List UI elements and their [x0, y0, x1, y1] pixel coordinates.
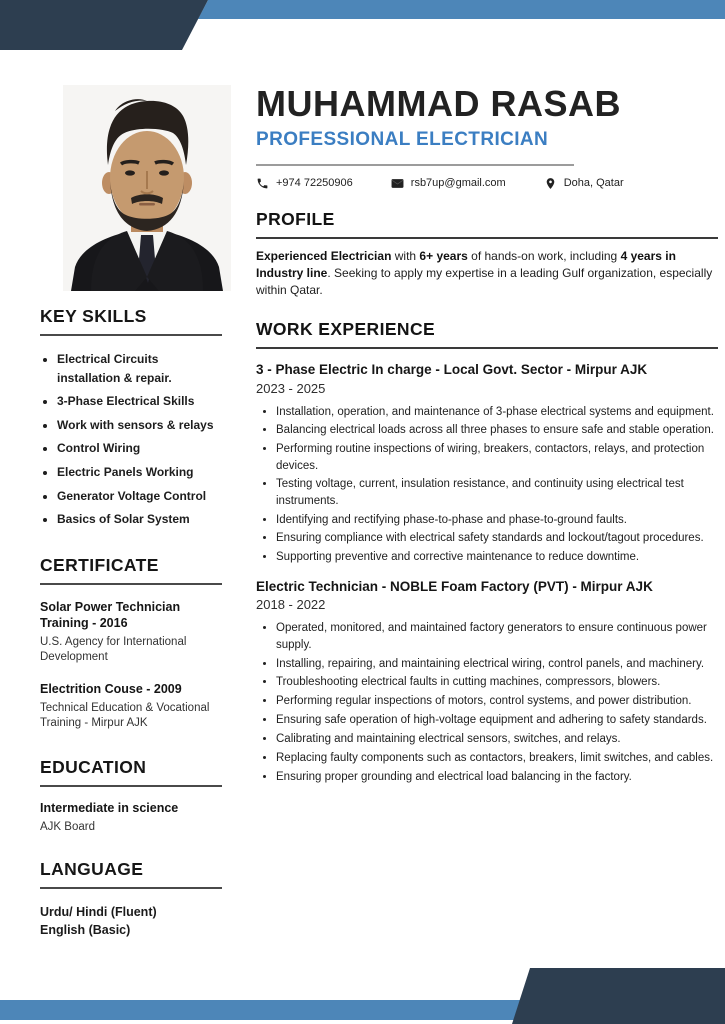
job-bullet: • Identifying and rectifying phase-to-phase and phase-to-ground faults. — [276, 512, 718, 528]
job-bullet: • Ensuring safe operation of high-voltage equipment and adhering to safety standards. — [276, 712, 718, 728]
job-bullet: • Testing voltage, current, insulation resistance, and continuity using electrical test instruments. — [276, 476, 718, 509]
certificate-org: U.S. Agency for International Development — [40, 636, 187, 664]
job-bullet-list — [256, 620, 718, 784]
contact-email — [391, 177, 506, 190]
contact-location — [544, 177, 624, 190]
phone-number: +974 72250906 — [276, 177, 353, 190]
language-item: English (Basic) — [40, 923, 131, 938]
certificate-heading: CERTIFICATE — [40, 555, 222, 585]
job-bullet: • Ensuring compliance with electrical safety standards and lockout/tagout procedures. — [276, 530, 718, 546]
profile-bold: Experienced Electrician — [256, 248, 392, 263]
key-skills-section — [40, 306, 222, 529]
key-skills-heading: KEY SKILLS — [40, 306, 222, 336]
main-column — [256, 84, 718, 787]
profile-bold: 6+ years — [419, 248, 468, 263]
job-bullet-list — [256, 404, 718, 566]
email-address: rsb7up@gmail.com — [410, 177, 506, 190]
language-item: Urdu/ Hindi (Fluent) — [40, 905, 157, 920]
profile-plain: with — [391, 248, 420, 263]
job-bullet: • Performing routine inspections of wiring, breakers, contactors, relays, and protection devices. — [276, 441, 718, 474]
envelope-icon — [391, 177, 404, 190]
contact-phone — [256, 177, 353, 190]
job-bullet: • Balancing electrical loads across all three phases to ensure safe and stable operation. — [276, 422, 718, 438]
job-bullet: • Replacing faulty components such as contactors, breakers, limit switches, and cables. — [276, 750, 718, 766]
certificate-title: Electrition Couse - 2009 — [40, 682, 182, 697]
certificate-section — [40, 555, 222, 732]
skill-item: • Electric Panels Working — [57, 463, 222, 482]
certificate-entry — [40, 599, 222, 665]
job-entry — [256, 579, 718, 785]
certificate-entry — [40, 681, 222, 731]
location-text: Doha, Qatar — [563, 177, 624, 190]
certificate-org: Technical Education & Vocational Training - Mirpur AJK — [40, 702, 210, 730]
job-dates: 2018 - 2022 — [256, 597, 326, 613]
education-section — [40, 757, 222, 833]
job-bullet: • Supporting preventive and corrective maintenance to reduce downtime. — [276, 549, 718, 565]
language-list — [40, 903, 222, 939]
profile-plain: of hands-on work, including — [467, 248, 621, 263]
profile-heading: PROFILE — [256, 209, 718, 239]
work-experience-section — [256, 319, 718, 785]
job-bullet: • Installing, repairing, and maintaining electrical wiring, control panels, and machinery. — [276, 656, 718, 672]
profile-section — [256, 209, 718, 300]
job-bullet: • Calibrating and maintaining electrical sensors, switches, and relays. — [276, 731, 718, 747]
skill-item: • Electrical Circuits installation & repair. — [57, 350, 222, 387]
job-title: 3 - Phase Electric In charge - Local Govt. Sector - Mirpur AJK — [256, 361, 648, 377]
profile-plain: . Seeking to apply my expertise in a leading Gulf organization, especially within Qatar. — [256, 265, 713, 298]
language-heading: LANGUAGE — [40, 859, 222, 889]
skill-item: • Work with sensors & relays — [57, 416, 222, 435]
job-bullet: • Installation, operation, and maintenance of 3-phase electrical systems and equipment. — [276, 404, 718, 420]
work-experience-heading: WORK EXPERIENCE — [256, 319, 718, 349]
education-board: AJK Board — [40, 821, 95, 834]
job-entry — [256, 362, 718, 566]
sidebar — [40, 306, 222, 940]
job-bullet: • Performing regular inspections of motors, control systems, and power distribution. — [276, 693, 718, 709]
profile-bold: 4 years in Industry line — [256, 248, 676, 280]
phone-icon — [256, 177, 269, 190]
portrait-illustration — [63, 85, 231, 291]
education-heading: EDUCATION — [40, 757, 222, 787]
job-title: Electric Technician - NOBLE Foam Factory (PVT) - Mirpur AJK — [256, 578, 653, 594]
profile-photo — [63, 85, 231, 291]
location-pin-icon — [544, 177, 557, 190]
job-dates: 2023 - 2025 — [256, 380, 326, 396]
header-divider — [256, 164, 574, 166]
candidate-title: PROFESSIONAL ELECTRICIAN — [256, 128, 549, 150]
bottom-banner-decoration — [0, 968, 725, 1024]
skill-item: • Basics of Solar System — [57, 510, 222, 529]
job-bullet: • Ensuring proper grounding and electrical load balancing in the factory. — [276, 769, 718, 785]
certificate-title: Solar Power Technician Training - 2016 — [40, 599, 181, 630]
profile-text — [256, 248, 718, 300]
skill-item: • Generator Voltage Control — [57, 487, 222, 506]
language-section — [40, 859, 222, 939]
skill-item: • 3-Phase Electrical Skills — [57, 392, 222, 411]
skill-item: • Control Wiring — [57, 439, 222, 458]
job-bullet: • Troubleshooting electrical faults in cutting machines, compressors, blowers. — [276, 674, 718, 690]
candidate-name: MUHAMMAD RASAB — [256, 83, 621, 124]
education-degree: Intermediate in science — [40, 801, 179, 816]
job-bullet: • Operated, monitored, and maintained factory generators to ensure continuous power supply. — [276, 620, 718, 653]
top-banner-decoration — [0, 0, 725, 52]
key-skills-list — [40, 350, 222, 529]
contact-row — [256, 177, 718, 190]
